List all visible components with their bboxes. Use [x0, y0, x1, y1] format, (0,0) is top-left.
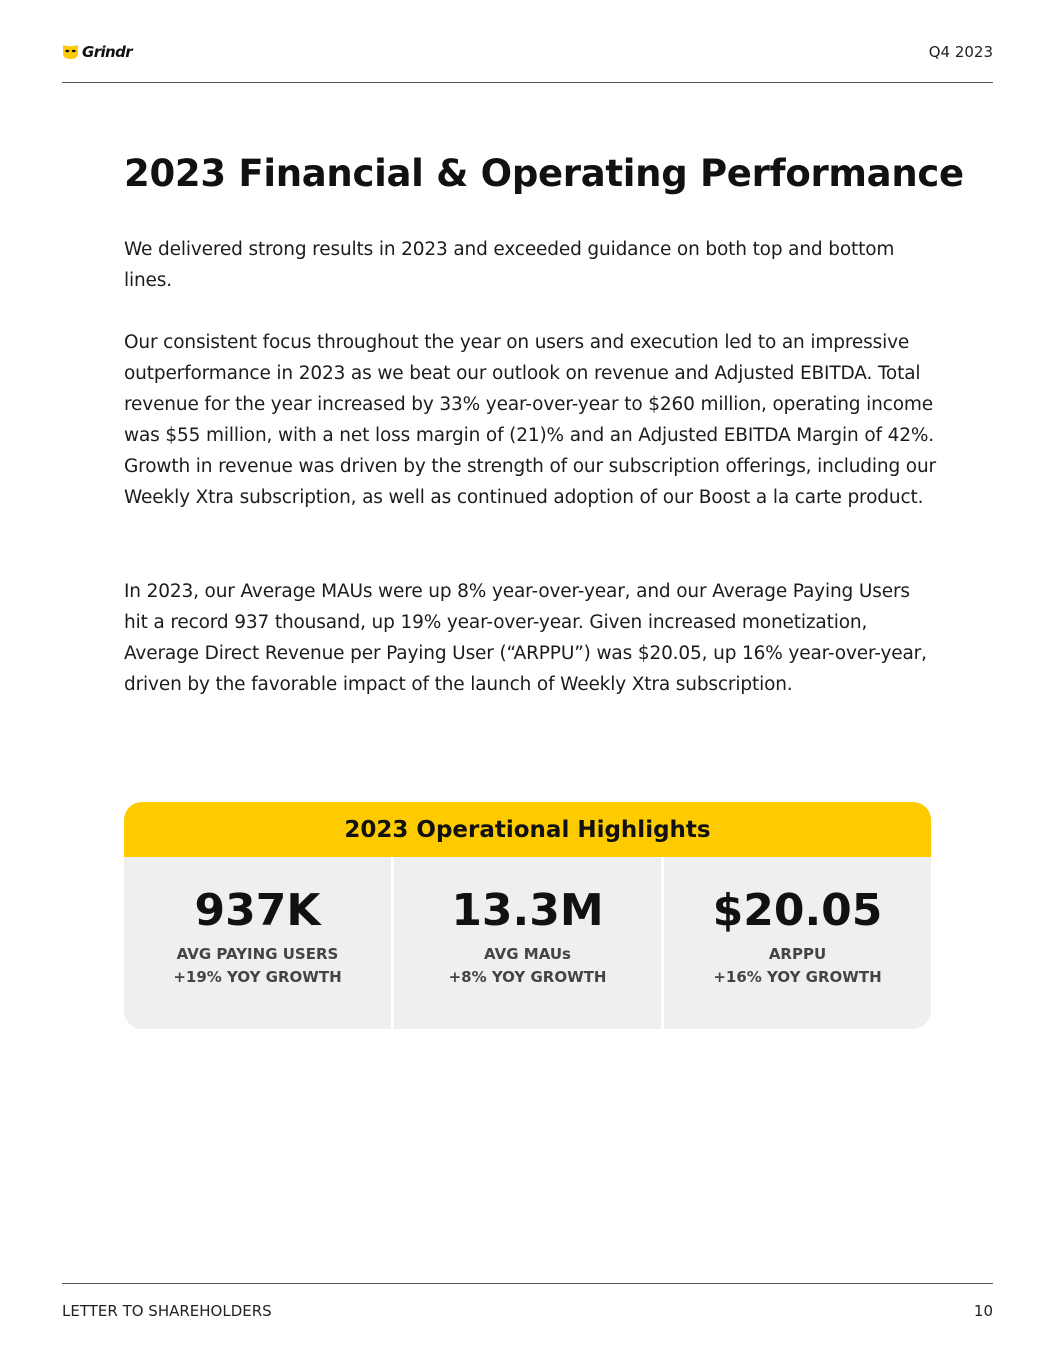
stat-arppu [664, 857, 931, 1029]
page-title: 2023 Financial & Operating Performance [124, 152, 964, 195]
highlights-stats [124, 857, 931, 1029]
stat-paying-users [124, 857, 394, 1029]
stat-value: 937K [194, 885, 321, 936]
stat-growth: +16% YOY GROWTH [713, 968, 882, 986]
footer-document-title: LETTER TO SHAREHOLDERS [62, 1302, 272, 1320]
operational-highlights-card [124, 802, 931, 1029]
report-quarter: Q4 2023 [928, 43, 993, 61]
stat-growth: +19% YOY GROWTH [173, 968, 342, 986]
intro-paragraph: We delivered strong results in 2023 and exceeded guidance on both top and bottom lines. [124, 239, 895, 291]
page-number: 10 [973, 1302, 993, 1320]
stat-label: ARPPU [768, 945, 827, 963]
page-footer [62, 1283, 993, 1320]
stat-label: AVG MAUs [484, 945, 571, 963]
users-paragraph: In 2023, our Average MAUs were up 8% year-over-year, and our Average Paying Users hit a record 937 thousand, up 19% year-over-year. Given increased monetization, Average Direct Revenue per Paying User (“ARPPU”) was $20.05, up 16% year-over-year, driven by the favorable impact of the launch of Weekly Xtra subscription. [124, 581, 927, 695]
revenue-paragraph: Our consistent focus throughout the year on users and execution led to an impressive outperformance in 2023 as we beat our outlook on revenue and Adjusted EBITDA. Total revenue for the year increased by 33% year-over-year to $260 million, operating income was $55 million, with a net loss margin of (21)% and an Adjusted EBITDA Margin of 42%. Growth in revenue was driven by the strength of our subscription offerings, including our Weekly Xtra subscription, as well as continued adoption of our Boost a la carte product. [124, 332, 936, 508]
stat-label: AVG PAYING USERS [176, 945, 339, 963]
stat-value: $20.05 [712, 885, 883, 936]
stat-maus [394, 857, 664, 1029]
logo-wordmark: Grindr [82, 43, 133, 61]
page-header [62, 38, 993, 83]
grindr-logo [62, 43, 132, 61]
stat-growth: +8% YOY GROWTH [448, 968, 607, 986]
stat-value: 13.3M [451, 885, 604, 936]
grindr-mask-icon [62, 44, 79, 60]
highlights-title: 2023 Operational Highlights [124, 802, 931, 857]
